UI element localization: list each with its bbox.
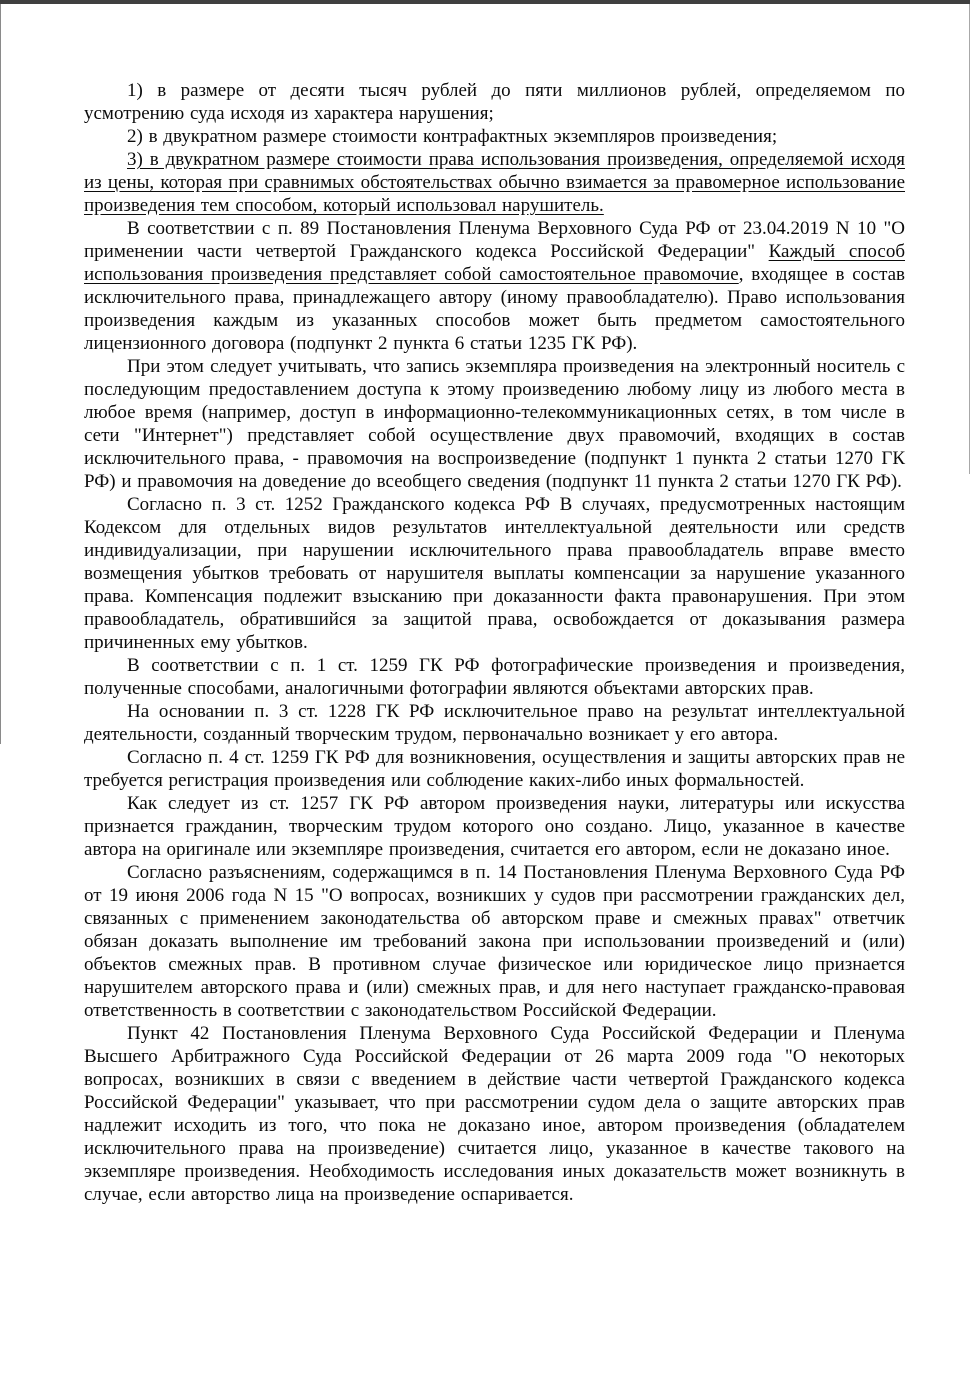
text-run: , входящее в состав исключительного права, принадлежащего автору (иному правообладателю). Право использования произведения каждым из указанных способов может быть предметом самостоятельного лицензионного договора (подпункт 2 пункта 6 статьи 1235 ГК РФ). [84,264,906,354]
paragraph [84,493,905,654]
scan-artifact-left-edge [0,4,1,744]
paragraph [84,125,905,148]
text-run: На основании п. 3 ст. 1228 ГК РФ исключительное право на результат интеллектуальной деятельности, созданный творческим трудом, первоначально возникает у его автора. [84,701,905,745]
text-run: 2) в двукратном размере стоимости контрафактных экземпляров произведения; [127,126,778,147]
paragraph [84,861,905,1022]
text-run: В соответствии с п. 89 Постановления Пленума Верховного Суда РФ от 23.04.2019 N 10 "О применении части четвертой Гражданского кодекса Российской Федерации" [84,218,905,262]
text-run: Согласно п. 3 ст. 1252 Гражданского кодекса РФ В случаях, предусмотренных настоящим Кодексом для отдельных видов результатов интеллектуальной деятельности или средств индивидуализации, при нарушении исключительного права правообладатель вправе вместо возмещения убытков требовать от нарушителя выплаты компенсации за нарушение указанного права. Компенсация подлежит взысканию при доказанности факта правонарушения. При этом правообладатель, обратившийся за защитой права, освобождается от доказывания размера причиненных ему убытков. [84,494,905,653]
paragraph [84,217,905,355]
scan-artifact-top-bar [0,0,970,4]
paragraph [84,700,905,746]
paragraph [84,148,905,217]
document-body [84,79,905,1206]
paragraph [84,654,905,700]
text-run: При этом следует учитывать, что запись экземпляра произведения на электронный носитель с последующим предоставлением доступа к этому произведению любому лицу из любого места в любое время (например, доступ в информационно-телекоммуникационных сетях, в том числе в сети "Интернет") представляет собой осуществление двух правомочий, входящих в состав исключительного права, - правомочия на воспроизведение (подпункт 1 пункта 2 статьи 1270 ГК РФ) и правомочия на доведение до всеобщего сведения (подпункт 11 пункта 2 статьи 1270 ГК РФ). [84,356,905,492]
paragraph [84,792,905,861]
text-run: Пункт 42 Постановления Пленума Верховного Суда Российской Федерации и Пленума Высшего Арбитражного Суда Российской Федерации от 26 марта 2009 года "О некоторых вопросах, возникших в связи с введением в действие части четвертой Гражданского кодекса Российской Федерации" указывает, что при рассмотрении судом дела о защите авторских прав надлежит исходить из того, что пока не доказано иное, автором произведения (обладателем исключительного права на произведение) считается лицо, указанное в качестве такового на экземпляре произведения. Необходимость исследования иных доказательств может возникнуть в случае, если авторство лица на произведение оспаривается. [84,1023,905,1205]
paragraph [84,1022,905,1206]
text-run: Согласно п. 4 ст. 1259 ГК РФ для возникновения, осуществления и защиты авторских прав не требуется регистрация произведения или соблюдение каких-либо иных формальностей. [84,747,905,791]
underlined-text-run: Каждый способ использования произведения представляет собой самостоятельное правомочие [84,241,906,285]
underlined-text-run: 3) в двукратном размере стоимости права использования произведения, определяемой исходя из цены, которая при сравнимых обстоятельствах обычно взимается за правомерное использование произведения тем способом, который использовал нарушитель. [84,149,905,216]
text-run: 1) в размере от десяти тысяч рублей до пяти миллионов рублей, определяемом по усмотрению суда исходя из характера нарушения; [84,80,905,124]
text-run: Согласно разъяснениям, содержащимся в п. 14 Постановления Пленума Верховного Суда РФ от 19 июня 2006 года N 15 "О вопросах, возникших у судов при рассмотрении гражданских дел, связанных с применением законодательства об авторском праве и смежных правах" ответчик обязан доказать выполнение им требований закона при использовании произведений и (или) объектов смежных прав. В противном случае физическое или юридическое лицо признается нарушителем авторского права и (или) смежных прав, и для него наступает гражданско-правовая ответственность в соответствии с законодательством Российской Федерации. [84,862,905,1021]
paragraph [84,746,905,792]
text-run: Как следует из ст. 1257 ГК РФ автором произведения науки, литературы или искусства признается гражданин, творческим трудом которого оно создано. Лицо, указанное в качестве автора на оригинале или экземпляре произведения, считается его автором, если не доказано иное. [84,793,905,860]
paragraph [84,79,905,125]
paragraph [84,355,905,493]
text-run: В соответствии с п. 1 ст. 1259 ГК РФ фотографические произведения и произведения, полученные способами, аналогичными фотографии являются объектами авторских прав. [84,655,905,699]
